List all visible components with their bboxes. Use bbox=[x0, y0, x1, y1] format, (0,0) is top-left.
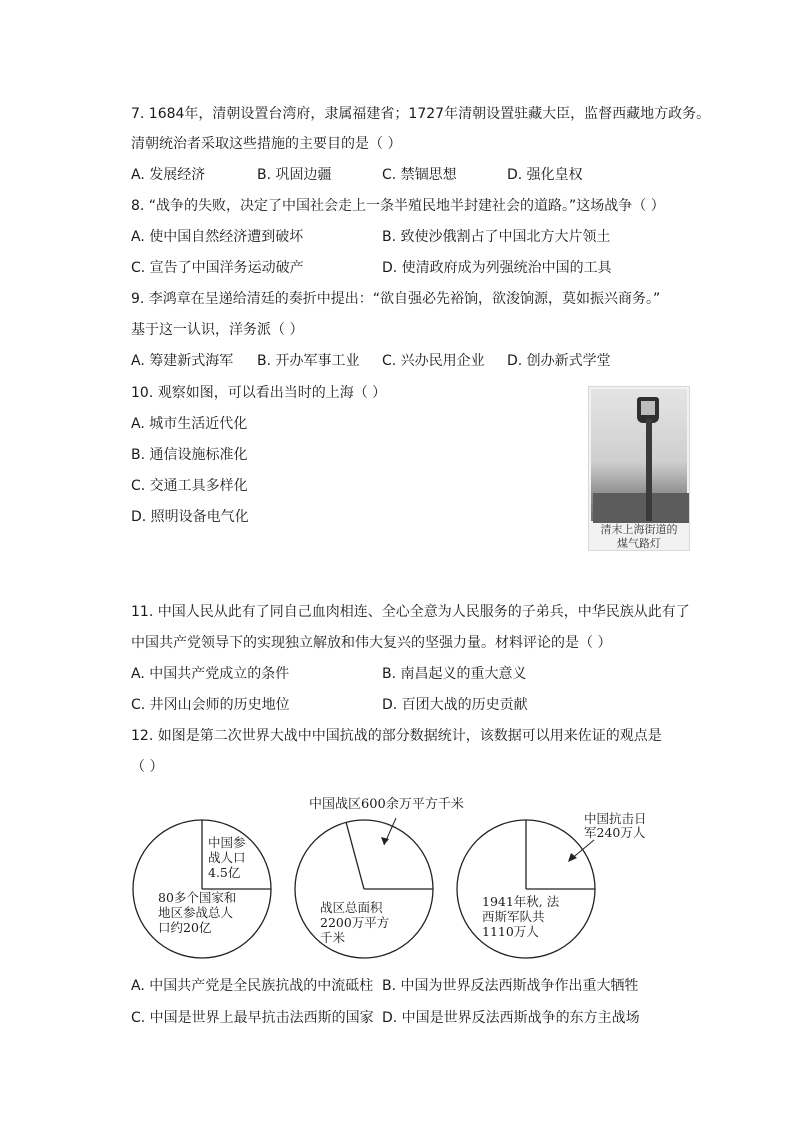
q10-option-b: B. 通信设施标准化 bbox=[131, 447, 248, 463]
pie2-rest-label-2: 2200万平方 bbox=[320, 915, 390, 930]
q11-option-c: C. 井冈山会师的历史地位 bbox=[131, 697, 290, 713]
pie2-outer-label: 中国战区600余万平方千米 bbox=[309, 797, 464, 812]
q10-option-d: D. 照明设备电气化 bbox=[131, 509, 249, 525]
pie1-rest-label-2: 地区参战总人 bbox=[158, 905, 234, 920]
q12-option-c: C. 中国是世界上最早抗击法西斯的国家 bbox=[131, 1010, 374, 1026]
q11-stem-line1: 11. 中国人民从此有了同自己血肉相连、全心全意为人民服务的子弟兵，中华民族从此有了 bbox=[131, 604, 690, 620]
q12-option-b: B. 中国为世界反法西斯战争作出重大牺牲 bbox=[382, 978, 639, 994]
q12-stem-line2: （ ） bbox=[131, 759, 164, 775]
q12-option-d: D. 中国是世界反法西斯战争的东方主战场 bbox=[382, 1010, 640, 1026]
q9-option-a: A. 筹建新式海军 bbox=[131, 353, 234, 369]
q9-stem-line1: 9. 李鸿章在呈递给清廷的奏折中提出：“欲自强必先裕饷，欲浚饷源，莫如振兴商务。” bbox=[131, 291, 661, 307]
q10-option-c: C. 交通工具多样化 bbox=[131, 478, 248, 494]
photo-caption bbox=[589, 523, 689, 551]
q9-stem-line2: 基于这一认识，洋务派（ ） bbox=[131, 322, 304, 338]
q10-stem: 10. 观察如图，可以看出当时的上海（ ） bbox=[131, 385, 387, 401]
pie1-rest-label-1: 80多个国家和 bbox=[158, 890, 237, 905]
q8-option-d: D. 使清政府成为列强统治中国的工具 bbox=[382, 260, 612, 276]
pie-chart-troops bbox=[454, 810, 686, 963]
lamp-pole bbox=[646, 419, 652, 521]
pie1-slice-label-1: 中国参 bbox=[208, 835, 246, 850]
q7-stem-line1: 7. 1684年，清朝设置台湾府，隶属福建省；1727年清朝设置驻藏大臣，监督西藏地方政务。 bbox=[131, 106, 711, 122]
pie2-rest-label-3: 千米 bbox=[320, 930, 346, 945]
q10-option-a: A. 城市生活近代化 bbox=[131, 416, 248, 432]
q9-option-d: D. 创办新式学堂 bbox=[507, 353, 611, 369]
pie-chart-area bbox=[292, 815, 437, 963]
pie1-slice-label-3: 4.5亿 bbox=[208, 865, 241, 880]
q8-option-b: B. 致使沙俄割占了中国北方大片领土 bbox=[382, 229, 611, 245]
q7-option-a: A. 发展经济 bbox=[131, 167, 206, 183]
q11-option-d: D. 百团大战的历史贡献 bbox=[382, 697, 528, 713]
q11-option-b: B. 南昌起义的重大意义 bbox=[382, 666, 527, 682]
pie3-rest-label-1: 1941年秋, 法 bbox=[482, 894, 560, 909]
pie3-rest-label-2: 西斯军队共 bbox=[482, 909, 545, 924]
pie3-outer-label-2: 军240万人 bbox=[584, 825, 646, 840]
photo-street bbox=[593, 493, 689, 523]
q7-option-c: C. 禁锢思想 bbox=[382, 167, 457, 183]
lamp-glass bbox=[641, 401, 655, 415]
pie2-rest-label-1: 战区总面积 bbox=[320, 900, 383, 915]
pie3-outer-label-1: 中国抗击日 bbox=[584, 811, 647, 826]
q7-stem-line2: 清朝统治者采取这些措施的主要目的是（ ） bbox=[131, 136, 402, 152]
q11-option-a: A. 中国共产党成立的条件 bbox=[131, 666, 290, 682]
photo-caption-line2: 煤气路灯 bbox=[617, 537, 661, 550]
q8-option-c: C. 宣告了中国洋务运动破产 bbox=[131, 260, 304, 276]
photo-caption-line1: 清末上海街道的 bbox=[600, 523, 678, 536]
pie3-rest-label-3: 1110万人 bbox=[482, 924, 539, 939]
pie1-rest-label-3: 口约20亿 bbox=[158, 920, 212, 935]
pie-chart-population bbox=[130, 815, 275, 963]
q12-option-a: A. 中国共产党是全民族抗战的中流砥柱 bbox=[131, 978, 374, 994]
q7-option-d: D. 强化皇权 bbox=[507, 167, 583, 183]
q8-option-a: A. 使中国自然经济遭到破坏 bbox=[131, 229, 304, 245]
pie1-slice-label-2: 战人口 bbox=[208, 850, 246, 865]
q9-option-b: B. 开办军事工业 bbox=[257, 353, 360, 369]
q7-option-b: B. 巩固边疆 bbox=[257, 167, 332, 183]
q11-stem-line2: 中国共产党领导下的实现独立解放和伟大复兴的坚强力量。材料评论的是（ ） bbox=[131, 635, 612, 651]
q8-stem: 8. “战争的失败，决定了中国社会走上一条半殖民地半封建社会的道路。”这场战争（ ） bbox=[131, 198, 665, 214]
q9-option-c: C. 兴办民用企业 bbox=[382, 353, 485, 369]
gas-street-lamp-photo bbox=[588, 386, 690, 551]
q12-stem-line1: 12. 如图是第二次世界大战中中国抗战的部分数据统计，该数据可以用来佐证的观点是 bbox=[131, 728, 662, 744]
photo-image bbox=[591, 389, 687, 521]
